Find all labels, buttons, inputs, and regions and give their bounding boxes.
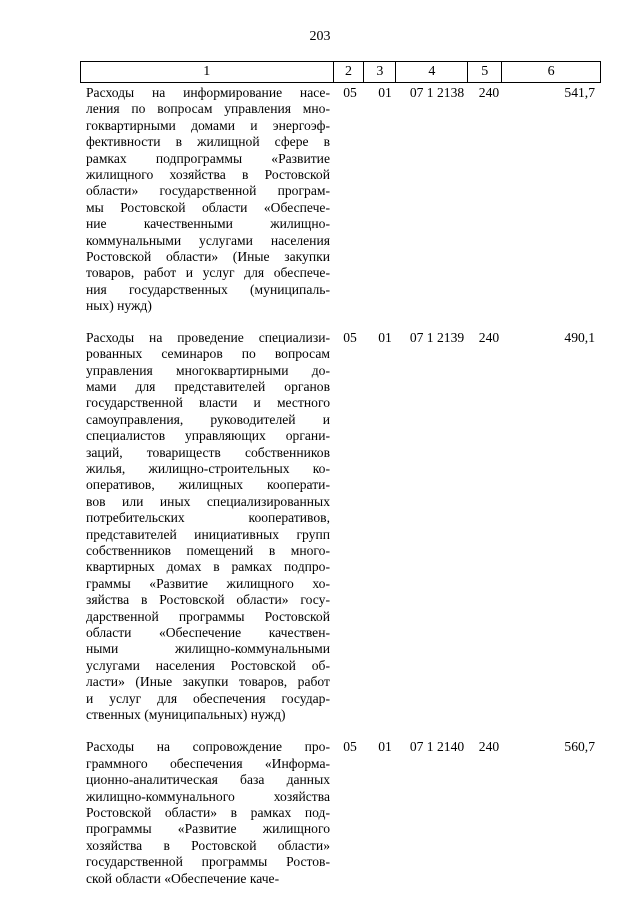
description-line: ласти» (Иные закупки товаров, работ (86, 674, 330, 690)
header-col-6: 6 (502, 62, 601, 82)
description-line: ления по вопросам управления мно- (86, 101, 330, 117)
row-section-code: 05 (343, 329, 357, 345)
table-row (80, 330, 601, 724)
description-line: ных) нужд) (86, 298, 152, 314)
description-line: области «Обеспечение качествен- (86, 625, 330, 640)
description-line: коммунальными услугами населения (86, 232, 330, 248)
table-header-row (80, 61, 601, 83)
description-line: ционно-аналитическая база данных (86, 772, 330, 788)
description-line: ской области «Обеспечение каче- (86, 870, 280, 886)
description-line: Расходы на проведение специализи- (86, 329, 330, 345)
description-line: дарственной программы Ростовской (86, 608, 330, 624)
description-line: товаров, работ и услуг для обеспече- (86, 265, 330, 281)
description-line: управления многоквартирными до- (86, 362, 330, 378)
description-line: квартирных домах в рамках подпро- (86, 559, 330, 575)
description-line: заций, товариществ собственников (86, 444, 330, 460)
row-subsection-code: 01 (378, 739, 392, 755)
header-col-5: 5 (468, 62, 502, 82)
row-description (80, 330, 330, 724)
description-line: граммы «Развитие жилищного хо- (86, 575, 330, 591)
budget-table (80, 61, 601, 887)
row-expense-type-code: 240 (478, 329, 500, 345)
description-line: гоквартирными домами и энергоэф- (86, 117, 330, 133)
description-line: жилья, жилищно-строительных ко- (86, 460, 330, 476)
description-line: рамках подпрограммы «Развитие (86, 150, 330, 166)
row-target-article-code: 07 1 2139 (409, 329, 465, 345)
description-line: ния государственных (муниципаль- (86, 281, 330, 297)
row-description (80, 739, 330, 887)
description-line: зяйства в Ростовской области» госу- (86, 592, 330, 608)
table-body (80, 85, 601, 887)
description-line: граммного обеспечения «Информа- (86, 755, 330, 771)
header-col-1: 1 (81, 62, 334, 82)
description-line: жилищного хозяйства в Ростовской (86, 167, 330, 183)
description-line: представителей инициативных групп (86, 526, 330, 542)
row-target-article-code: 07 1 2140 (409, 739, 465, 755)
description-line: потребительских кооперативов, (86, 510, 330, 526)
description-line: услугами населения Ростовской об- (86, 657, 330, 673)
row-subsection-code: 01 (378, 85, 392, 100)
header-col-2: 2 (334, 62, 365, 82)
row-amount: 541,7 (564, 85, 595, 100)
description-line: Расходы на информирование насе- (86, 85, 330, 100)
description-line: рованных семинаров по вопросам (86, 346, 330, 362)
header-col-4: 4 (396, 62, 468, 82)
row-section-code: 05 (343, 85, 357, 100)
description-line: области» государственной програм- (86, 183, 330, 199)
description-line: жилищно-коммунального хозяйства (86, 788, 330, 804)
description-line: государственной власти и местного (86, 395, 330, 411)
description-line: собственников помещений в много- (86, 542, 330, 558)
description-line: Ростовской области» в рамках под- (86, 805, 330, 821)
description-line: Ростовской области» (Иные закупки (86, 249, 330, 265)
description-line: Расходы на сопровождение про- (86, 739, 330, 755)
description-line: ние качественными жилищно- (86, 216, 330, 232)
description-line: оперативов, жилищных кооперати- (86, 477, 330, 493)
description-line: ными жилищно-коммунальными (86, 641, 330, 657)
row-description (80, 85, 330, 315)
description-line: государственной программы Ростов- (86, 854, 330, 870)
table-row (80, 85, 601, 315)
description-line: программы «Развитие жилищного (86, 821, 330, 837)
row-amount: 490,1 (564, 329, 595, 345)
description-line: ственных (муниципальных) нужд) (86, 707, 286, 723)
row-expense-type-code: 240 (478, 85, 500, 100)
description-line: мы Ростовской области «Обеспече- (86, 199, 330, 215)
description-line: вов или иных специализированных (86, 493, 330, 509)
table-row (80, 739, 601, 887)
page-number: 203 (309, 29, 331, 44)
row-expense-type-code: 240 (478, 739, 500, 755)
description-line: фективности в жилищной сфере в (86, 134, 330, 150)
row-section-code: 05 (343, 739, 357, 755)
description-line: и услуг для обеспечения государ- (86, 690, 330, 706)
row-amount: 560,7 (564, 739, 595, 755)
header-col-3: 3 (364, 62, 396, 82)
row-subsection-code: 01 (378, 329, 392, 345)
description-line: мами для представителей органов (86, 378, 330, 394)
description-line: специалистов управляющих органи- (86, 428, 330, 444)
description-line: хозяйства в Ростовской области» (86, 837, 330, 853)
row-target-article-code: 07 1 2138 (409, 85, 465, 100)
description-line: самоуправления, руководителей и (86, 411, 330, 427)
